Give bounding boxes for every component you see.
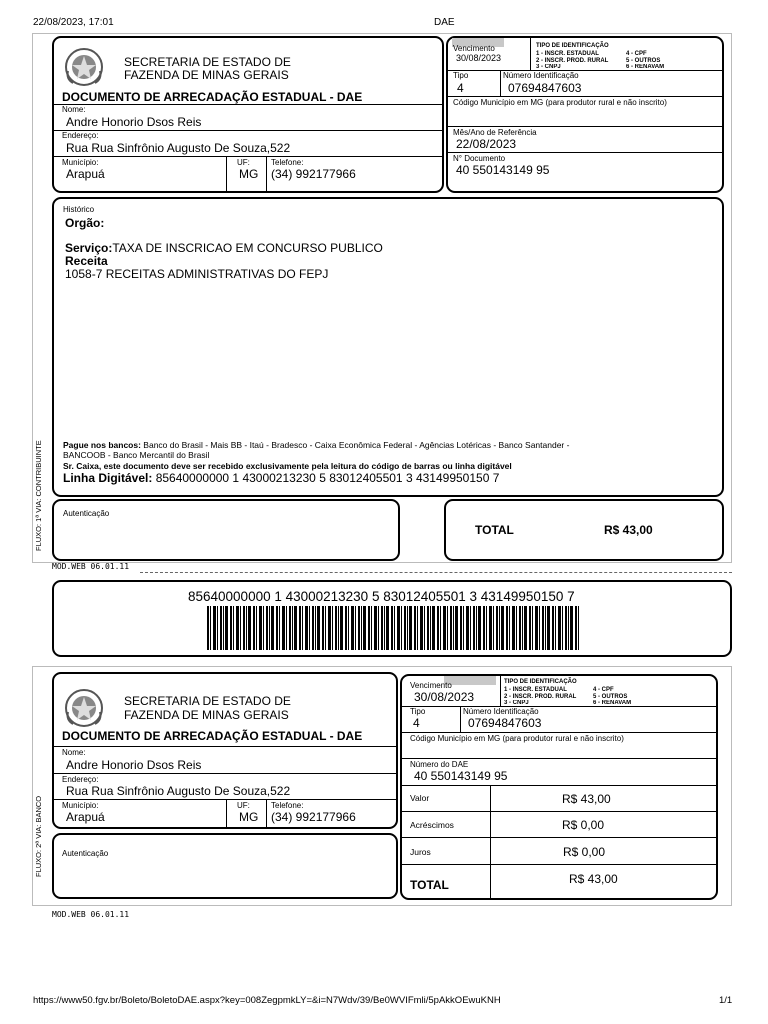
numero-id-label: Número Identificação [503,71,579,80]
divider [54,773,396,774]
valor-label: Valor [410,793,430,803]
vencimento-value-2: 30/08/2023 [414,690,475,704]
divider [54,746,396,747]
endereco-value-2: Rua Rua Sinfrônio Augusto De Souza,522 [66,784,291,798]
divider [266,156,267,191]
divider [54,156,442,157]
doc-title: DOCUMENTO DE ARRECADAÇÃO ESTADUAL - DAE [62,90,363,104]
divider [500,70,501,96]
n-documento-value: 40 550143149 95 [456,163,550,177]
telefone-value: (34) 992177966 [271,167,356,181]
total-value-2: R$ 43,00 [569,872,618,886]
tipo-opt: 1 - INSCR. ESTADUAL [504,687,567,693]
print-page-number: 1/1 [719,995,733,1006]
vencimento-label: Vencimento [453,44,495,53]
nome-value: Andre Honorio Dsos Reis [66,115,202,129]
bancos-text: Banco do Brasil - Mais BB - Itaú - Bradesco - Caixa Econômica Federal - Agências Lotéricas - Banco Santander - [140,440,570,450]
print-url[interactable]: https://www50.fgv.br/Boleto/BoletoDAE.aspx?key=008ZegpmkLY=&i=N7Wdv/39/Be0WVIFmli/5pAkkOEwuKNH [33,995,501,1006]
telefone-label: Telefone: [271,158,304,167]
linha-value: 85640000000 1 43000213230 5 83012405501 3 43149950150 7 [155,471,500,485]
servico-value: TAXA DE INSCRICAO EM CONCURSO PUBLICO [112,241,383,255]
tipo-value-2: 4 [413,716,420,730]
tipo-value: 4 [457,81,464,95]
codigo-municipio-label-2: Código Município em MG (para produtor rural e não inscrito) [410,734,624,743]
tipo-opt: 6 - RENAVAM [593,700,632,706]
telefone-value-2: (34) 992177966 [271,810,356,824]
mod-label: MOD.WEB 06.01.11 [52,562,130,571]
divider [402,837,716,838]
divider [402,706,716,707]
org-line2-2: FAZENDA DE MINAS GERAIS [124,708,289,722]
linha-digitavel [63,471,499,485]
tipo-id-label-2: TIPO DE IDENTIFICAÇÃO [504,679,577,685]
divider [402,864,716,865]
tipo-label-2: Tipo [410,707,426,716]
tipo-opt: 4 - CPF [626,51,647,57]
divider [226,156,227,191]
vencimento-value: 30/08/2023 [456,53,502,63]
vencimento-label-2: Vencimento [410,681,452,690]
divider [448,126,722,127]
divider [448,70,722,71]
acrescimos-value: R$ 0,00 [562,818,605,832]
divider [402,758,716,759]
divider [402,811,716,812]
tipo-opt: 4 - CPF [593,687,614,693]
divider [402,785,716,786]
coat-of-arms-icon [63,47,105,87]
valor-value: R$ 43,00 [562,792,611,806]
acrescimos-label: Acréscimos [410,820,454,830]
bancos-text2: BANCOOB - Banco Mercantil do Brasil [63,450,210,460]
tipo-opt: 6 - RENAVAM [626,64,665,70]
divider [530,38,531,70]
org-line1-2: SECRETARIA DE ESTADO DE [124,694,291,708]
juros-label: Juros [410,847,431,857]
numero-id-value-2: 07694847603 [468,716,542,730]
numero-dae-label: Número do DAE [410,760,469,769]
nome-value-2: Andre Honorio Dsos Reis [66,758,202,772]
autenticacao-label: Autenticação [63,509,110,518]
municipio-value: Arapuá [66,167,105,181]
tipo-opt: 1 - INSCR. ESTADUAL [536,51,599,57]
numero-id-label-2: Número Identificação [463,707,539,716]
receita-label: Receita [65,254,108,268]
numero-dae-value: 40 550143149 95 [414,769,508,783]
numero-id-value: 07694847603 [508,81,582,95]
divider [402,732,716,733]
uf-label-2: UF: [237,801,250,810]
endereco-value: Rua Rua Sinfrônio Augusto De Souza,522 [66,141,291,155]
codigo-municipio-label: Código Município em MG (para produtor rural e não inscrito) [453,98,667,107]
divider [448,152,722,153]
bancos-label: Pague nos bancos: [63,440,141,450]
autenticacao-box-2 [52,833,398,899]
endereco-label-2: Endereço: [62,775,99,784]
divider [500,676,501,706]
autenticacao-label-2: Autenticação [62,849,109,858]
mes-ano-label: Mês/Ano de Referência [453,128,537,137]
endereco-label: Endereço: [62,131,99,140]
tipo-opt: 2 - INSCR. PROD. RURAL [504,694,577,700]
divider [266,799,267,827]
total-label-2: TOTAL [410,878,449,892]
total-value: R$ 43,00 [604,523,653,537]
tipo-id-label: TIPO DE IDENTIFICAÇÃO [536,43,609,49]
caixa-note: Sr. Caixa, este documento deve ser recebido exclusivamente pela leitura do código de barras ou linha digitável [63,461,512,471]
divider [226,799,227,827]
divider [54,130,442,131]
municipio-label: Município: [62,158,99,167]
tipo-opt: 3 - CNPJ [504,700,529,706]
via2-side-label: FLUXO: 2ª VIA: BANCO [34,795,43,877]
divider [448,96,722,97]
servico-line [65,241,383,255]
via1-side-label: FLUXO: 1ª VIA: CONTRIBUINTE [34,440,43,551]
tipo-opt: 2 - INSCR. PROD. RURAL [536,58,609,64]
municipio-value-2: Arapuá [66,810,105,824]
uf-value: MG [239,167,259,181]
print-title: DAE [434,17,455,28]
uf-value-2: MG [239,810,259,824]
identification-box-2 [400,674,718,900]
nome-label-2: Nome: [62,748,86,757]
linha-label: Linha Digitável: [63,471,153,485]
tipo-opt: 5 - OUTROS [593,694,628,700]
org-line2: FAZENDA DE MINAS GERAIS [124,68,289,82]
total-label: TOTAL [475,523,514,537]
barcode-number: 85640000000 1 43000213230 5 83012405501 3 43149950150 7 [188,589,575,604]
orgao-label: Orgão: [65,216,105,230]
tipo-opt: 3 - CNPJ [536,64,561,70]
divider [490,785,491,898]
tipo-label: Tipo [453,71,469,80]
receita-value: 1058-7 RECEITAS ADMINISTRATIVAS DO FEPJ [65,267,329,281]
nome-label: Nome: [62,105,86,114]
juros-value: R$ 0,00 [563,845,606,859]
n-documento-label: N° Documento [453,154,506,163]
divider [54,799,396,800]
mes-ano-value: 22/08/2023 [456,137,517,151]
uf-label: UF: [237,158,250,167]
telefone-label-2: Telefone: [271,801,304,810]
municipio-label-2: Município: [62,801,99,810]
org-line1: SECRETARIA DE ESTADO DE [124,55,291,69]
divider [460,706,461,732]
divider [54,104,442,105]
historico-label: Histórico [63,205,95,214]
bancos-line [63,440,569,450]
servico-label: Serviço: [65,241,113,255]
tipo-opt: 5 - OUTROS [626,58,661,64]
print-datetime: 22/08/2023, 17:01 [33,17,114,28]
barcode-image [207,606,579,650]
mod-label-2: MOD.WEB 06.01.11 [52,910,130,919]
coat-of-arms-icon [63,688,105,728]
doc-title-2: DOCUMENTO DE ARRECADAÇÃO ESTADUAL - DAE [62,729,363,743]
cut-line [140,572,732,573]
